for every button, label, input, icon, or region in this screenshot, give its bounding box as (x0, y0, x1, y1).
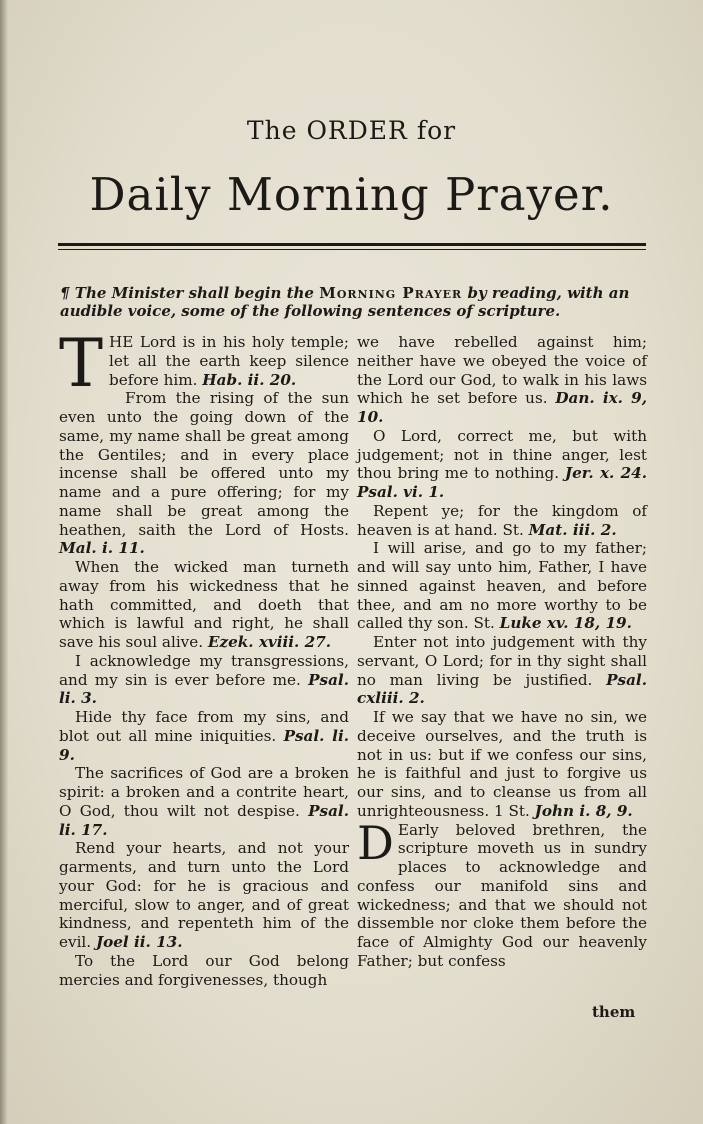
drop-cap-d: D (357, 815, 394, 870)
sentence-8 (59, 952, 349, 990)
title-rule-thick (58, 243, 646, 246)
sentence-text: we have rebelled against him; neither have we obeyed the voice of the Lord our God, to walk in his laws which he set before us. (357, 333, 647, 408)
sentence-text: Hide thy face from my sins, and blot out all mine iniquities. (59, 708, 349, 745)
sentence-7 (59, 839, 349, 952)
sentence-text: O Lord, correct me, but with judgement; not in thine anger, lest thou bring me to nothing. (357, 426, 647, 483)
sentence-4 (59, 652, 349, 708)
page-title: Daily Morning Prayer. (89, 168, 614, 221)
scripture-ref: Psal. vi. 1. (357, 483, 445, 501)
sentence-text: When the wicked man turneth away from his wickedness that he hath committed, and doeth that which is lawful and right, he shall save his soul alive. (59, 558, 349, 651)
scripture-ref: Ezek. xviii. 27. (207, 633, 332, 651)
sentence-text: From the rising of the sun even unto the going down of the same, my name shall be great among the Gentiles; and in every place incense shall be offered unto my name and a pure offering; for my name shall be great among the heathen, saith the Lord of Hosts. (59, 389, 349, 539)
exhortation-text: Early beloved brethren, the scripture moveth us in sundry places to acknowledge and confess our manifold sins and wickedness; and that we should not dissemble nor cloke them before the face of Almighty God our heavenly Father; but confess (357, 820, 647, 970)
sentence-9 (357, 333, 647, 427)
pilcrow-mark: ¶ (60, 284, 70, 302)
rubric-text-1: The Minister shall begin the (74, 284, 314, 302)
scripture-ref: Psal. li. 17. (59, 801, 349, 839)
exhortation (357, 815, 647, 971)
sentence-1 (59, 325, 349, 402)
sentence-text: HE Lord is in his holy temple; let all the earth keep silence before him. (109, 333, 349, 389)
sentence-5 (59, 708, 349, 764)
rubric (60, 284, 642, 320)
sentence-text: Rend your hearts, and not your garments, and turn unto the Lord your God: for he is gracious and merciful, slow to anger, and of great kindness, and repenteth him of the evil. (59, 839, 349, 951)
scripture-ref: Psal. li. 9. (59, 726, 350, 764)
sentence-10 (357, 427, 647, 502)
sentence-text: The sacrifices of God are a broken spirit: a broken and a contrite heart, O God, thou wilt not despise. (59, 764, 349, 820)
sentence-6 (59, 764, 349, 839)
scripture-ref: Jer. x. 24. (564, 464, 647, 483)
scripture-ref: Mal. i. 11. (59, 539, 145, 558)
scripture-ref: Mat. iii. 2. (528, 520, 617, 539)
scripture-ref: Luke xv. 18, 19. (499, 614, 632, 633)
scripture-ref: Psal. cxliii. 2. (357, 670, 647, 708)
sentence-3 (59, 558, 349, 652)
sentence-13 (357, 633, 647, 708)
left-column (59, 325, 350, 989)
rubric-text-2: by reading, with an audible voice, some of the following sentences of scripture. (60, 284, 630, 320)
scripture-ref: Hab. ii. 20. (202, 370, 297, 389)
scripture-ref: Dan. ix. 9, 10. (357, 389, 647, 426)
title-rule-thin (58, 249, 646, 250)
catchword: them (592, 1003, 636, 1021)
scripture-ref: John i. 8, 9. (534, 801, 633, 820)
sentence-14 (357, 708, 647, 821)
title-line-1: The ORDER for (246, 116, 457, 145)
sentence-text: I will arise, and go to my father; and will say unto him, Father, I have sinned against heaven, and before thee, and am no more worthy to be called thy son. St. (357, 539, 647, 633)
right-column (357, 333, 647, 971)
rubric-smallcaps: Morning Prayer (319, 284, 463, 302)
sentence-text: I acknowledge my transgressions, and my sin is ever before me. (59, 651, 349, 689)
drop-cap-t: T (59, 325, 104, 402)
scripture-ref: Joel ii. 13. (95, 933, 183, 951)
sentence-11 (357, 502, 647, 540)
sentence-12 (357, 539, 647, 633)
sentence-text: Enter not into judgement with thy servant, O Lord; for in thy sight shall no man living be justified. (357, 633, 647, 689)
sentence-2 (59, 389, 349, 558)
sentence-text: Repent ye; for the kingdom of heaven is at hand. St. (357, 501, 647, 539)
scripture-ref: Psal. li. 3. (59, 670, 349, 708)
sentence-text: If we say that we have no sin, we deceive ourselves, and the truth is not in us: but if we confess our sins, he is faithful and just to forgive us our sins, and to cleanse us from all unrighteousness. 1 St. (357, 708, 647, 820)
sentence-text: To the Lord our God belong mercies and forgivenesses, though (59, 951, 349, 989)
